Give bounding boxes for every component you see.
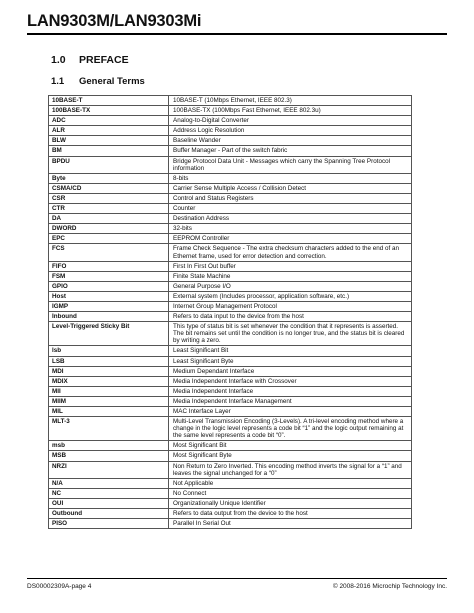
table-row [49,322,412,346]
definition-cell: Least Significant Byte [169,356,412,366]
term-cell: BM [49,146,169,156]
definition-cell: 8-bits [169,173,412,183]
definition-cell: MAC Interface Layer [169,407,412,417]
definition-cell: Medium Dependant Interface [169,366,412,376]
term-cell: N/A [49,478,169,488]
definition-cell: Control and Status Registers [169,193,412,203]
term-cell: BPDU [49,156,169,173]
table-row [49,417,412,441]
definition-cell: 100BASE-TX (100Mbps Fast Ethernet, IEEE 802.3u) [169,106,412,116]
definition-cell: This type of status bit is set whenever the condition that it represents is asserted. The bit remains set until the condition is no longer true, and the status bit is cleared by writing a zero. [169,322,412,346]
term-cell: OUI [49,498,169,508]
subsection-title: General Terms [79,76,145,87]
term-cell: EPC [49,234,169,244]
definition-cell: Refers to data output from the device to the host [169,509,412,519]
table-row [49,346,412,356]
term-cell: MIIM [49,396,169,406]
table-row [49,407,412,417]
definition-cell: Media Independent Interface with Crossover [169,376,412,386]
definition-cell: Counter [169,204,412,214]
subsection-heading [51,76,145,87]
definition-cell: External system (Includes processor, application software, etc.) [169,291,412,301]
term-cell: Level-Triggered Sticky Bit [49,322,169,346]
section-number: 1.0 [51,54,66,66]
table-row [49,234,412,244]
definition-cell: 10BASE-T (10Mbps Ethernet, IEEE 802.3) [169,96,412,106]
definition-cell: Internet Group Management Protocol [169,301,412,311]
term-cell: Host [49,291,169,301]
terms-table [48,95,412,529]
definition-cell: General Purpose I/O [169,281,412,291]
definition-cell: Destination Address [169,214,412,224]
term-cell: NC [49,488,169,498]
term-cell: ADC [49,116,169,126]
definition-cell: EEPROM Controller [169,234,412,244]
table-row [49,376,412,386]
term-cell: FSM [49,271,169,281]
term-cell: NRZI [49,461,169,478]
definition-cell: Non Return to Zero Inverted. This encoding method inverts the signal for a “1” and leaves the signal unchanged for a “0” [169,461,412,478]
table-row [49,106,412,116]
table-row [49,281,412,291]
table-row [49,224,412,234]
table-row [49,396,412,406]
definition-cell: Carrier Sense Multiple Access / Collision Detect [169,183,412,193]
term-cell: Byte [49,173,169,183]
term-cell: Outbound [49,509,169,519]
document-title: LAN9303M/LAN9303Mi [27,12,202,30]
definition-cell: Bridge Protocol Data Unit - Messages which carry the Spanning Tree Protocol information [169,156,412,173]
term-cell: CTR [49,204,169,214]
term-cell: 100BASE-TX [49,106,169,116]
term-cell: MIL [49,407,169,417]
term-cell: MII [49,386,169,396]
definition-cell: Baseline Wander [169,136,412,146]
table-row [49,519,412,529]
definition-cell: Refers to data input to the device from the host [169,312,412,322]
definition-cell: 32-bits [169,224,412,234]
section-title: PREFACE [79,54,129,66]
table-row [49,244,412,261]
term-cell: MDIX [49,376,169,386]
definition-cell: Multi-Level Transmission Encoding (3-Levels). A tri-level encoding method where a change in the logic level represents a code bit “1” and the logic output remaining at the same level represents a code bit “0”. [169,417,412,441]
term-cell: msb [49,441,169,451]
definition-cell: Least Significant Bit [169,346,412,356]
table-row [49,96,412,106]
term-cell: DWORD [49,224,169,234]
table-row [49,498,412,508]
definition-cell: Not Applicable [169,478,412,488]
definition-cell: Media Independent Interface [169,386,412,396]
table-row [49,173,412,183]
table-row [49,461,412,478]
term-cell: Inbound [49,312,169,322]
footer-copyright: © 2008-2016 Microchip Technology Inc. [332,583,447,590]
definition-cell: Most Significant Byte [169,451,412,461]
term-cell: DA [49,214,169,224]
term-cell: MDI [49,366,169,376]
term-cell: CSR [49,193,169,203]
definition-cell: Finite State Machine [169,271,412,281]
table-row [49,146,412,156]
term-cell: GPIO [49,281,169,291]
definition-cell: No Connect [169,488,412,498]
footer-page-id: DS00002309A-page 4 [27,583,92,590]
table-row [49,451,412,461]
table-row [49,478,412,488]
table-row [49,136,412,146]
table-row [49,183,412,193]
table-row [49,509,412,519]
term-cell: LSB [49,356,169,366]
definition-cell: Parallel In Serial Out [169,519,412,529]
term-cell: IGMP [49,301,169,311]
term-cell: ALR [49,126,169,136]
term-cell: MLT-3 [49,417,169,441]
table-row [49,312,412,322]
table-row [49,193,412,203]
term-cell: CSMA/CD [49,183,169,193]
header-divider [27,33,447,35]
definition-cell: Most Significant Bit [169,441,412,451]
table-row [49,204,412,214]
term-cell: BLW [49,136,169,146]
term-cell: lsb [49,346,169,356]
definition-cell: Frame Check Sequence - The extra checksum characters added to the end of an Ethernet frame, used for error detection and correction. [169,244,412,261]
term-cell: 10BASE-T [49,96,169,106]
table-row [49,261,412,271]
table-row [49,386,412,396]
terms-table-body [49,96,412,529]
table-row [49,156,412,173]
table-row [49,271,412,281]
definition-cell: First In First Out buffer [169,261,412,271]
term-cell: FIFO [49,261,169,271]
table-row [49,126,412,136]
table-row [49,116,412,126]
term-cell: FCS [49,244,169,261]
term-cell: MSB [49,451,169,461]
term-cell: PISO [49,519,169,529]
table-row [49,301,412,311]
section-heading [51,54,129,66]
table-row [49,488,412,498]
definition-cell: Buffer Manager - Part of the switch fabric [169,146,412,156]
table-row [49,356,412,366]
definition-cell: Address Logic Resolution [169,126,412,136]
footer-divider [27,578,447,579]
definition-cell: Organizationally Unique Identifier [169,498,412,508]
table-row [49,291,412,301]
definition-cell: Analog-to-Digital Converter [169,116,412,126]
table-row [49,441,412,451]
table-row [49,214,412,224]
subsection-number: 1.1 [51,76,65,87]
definition-cell: Media Independent Interface Management [169,396,412,406]
table-row [49,366,412,376]
